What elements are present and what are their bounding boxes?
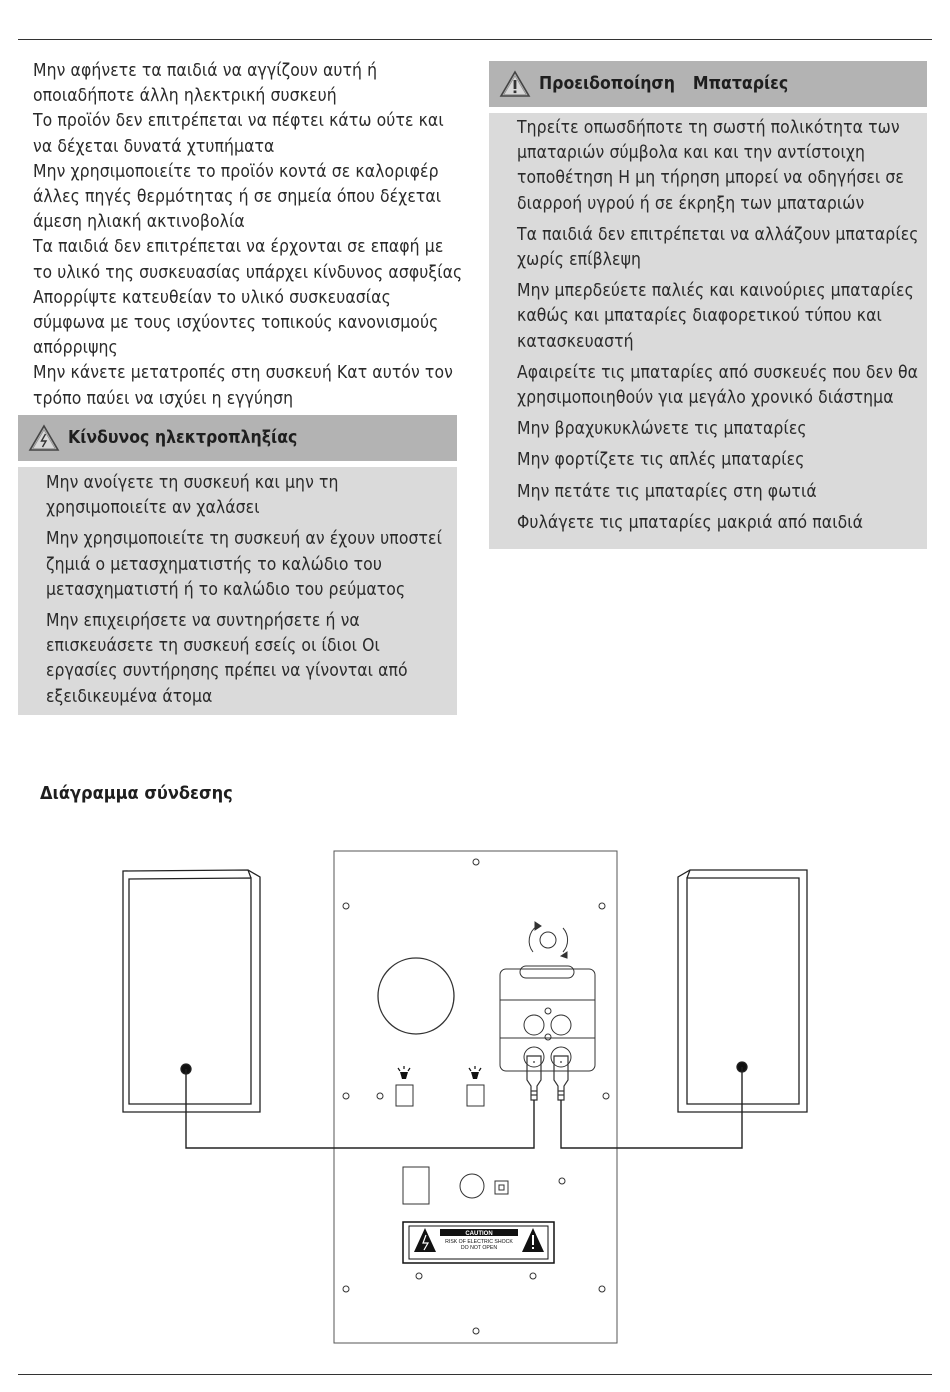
shock-item: Μην ανοίγετε τη συσκευή και μην τη χρησιμοποιείτε αν χαλάσει: [46, 473, 339, 519]
battery-warning-title: Μπαταρίες: [692, 74, 789, 94]
caution-line2: DO NOT OPEN: [460, 1245, 498, 1251]
shock-item: Μην χρησιμοποιείτε τη συσκευή αν έχουν υποστεί ζημιά ο μετασχηματιστής το καλώδιο του μετασχηματιστή ή το καλώδιο του ρεύματος: [46, 529, 442, 600]
rotary-knob: [529, 922, 567, 958]
right-cable: [561, 1067, 742, 1148]
left-speaker: [123, 870, 260, 1112]
caution-title: CAUTION: [465, 1231, 493, 1237]
safety-item: Τα παιδιά δεν επιτρέπεται να έρχονται σε επαφή με το υλικό της συσκευασίας υπάρχει κίνδυνος ασφυξίας: [33, 237, 463, 283]
switch-left: [396, 1066, 413, 1106]
safety-item: Μην αφήνετε τα παιδιά να αγγίζουν αυτή ή οποιαδήποτε άλλη ηλεκτρική συσκευή: [33, 61, 378, 107]
double-insulation-symbol: [495, 1181, 508, 1194]
bottom-rule: [18, 1374, 932, 1375]
battery-item: Τηρείτε οπωσδήποτε τη σωστή πολικότητα των μπαταριών σύμβολα και και την αντίστοιχη τοποθέτηση Η μη τήρηση μπορεί να οδηγήσει σε διαρροή υγρού ή σε έκρηξη των μπαταριών: [517, 118, 904, 214]
battery-item: Μην πετάτε τις μπαταρίες στη φωτιά: [517, 481, 817, 502]
battery-item: Τα παιδιά δεν επιτρέπεται να αλλάζουν μπαταρίες χωρίς επίβλεψη: [517, 224, 919, 271]
power-socket: [460, 1174, 484, 1198]
left-plug: [527, 1056, 541, 1100]
electric-shock-title: Κίνδυνος ηλεκτροπληξίας: [68, 428, 298, 448]
caution-line1: RISK OF ELECTRIC SHOCK: [445, 1239, 513, 1245]
left-cable: [186, 1069, 534, 1148]
safety-item: Μην χρησιμοποιείτε το προϊόν κοντά σε καλοριφέρ άλλες πηγές θερμότητας ή σε σημεία όπου δέχεται άμεση ηλιακή ακτινοβολία: [33, 161, 442, 233]
speaker-cables: [186, 1067, 742, 1148]
power-switch: [403, 1167, 429, 1204]
battery-item: Μην βραχυκυκλώνετε τις μπαταρίες: [517, 419, 807, 440]
battery-item: Αφαιρείτε τις μπαταρίες από συσκευές που δεν θα χρησιμοποιηθούν για μεγάλο χρονικό διάστημα: [517, 362, 919, 409]
battery-item: Μην φορτίζετε τις απλές μπαταρίες: [517, 450, 805, 471]
main-unit-back-panel: [334, 851, 617, 1343]
switch-right: [467, 1066, 484, 1106]
battery-warning-label: Προειδοποίηση: [539, 74, 675, 94]
battery-item: Μην μπερδεύετε παλιές και καινούριες μπαταρίες καθώς και μπαταρίες διαφορετικού τύπου και κατασκευαστή: [517, 281, 914, 352]
speaker-connector-block: [500, 966, 595, 1071]
right-plug: [554, 1056, 568, 1100]
shock-item: Μην επιχειρήσετε να συντηρήσετε ή να επισκευάσετε τη συσκευή εσείς οι ίδιοι Οι εργασίες συντήρησης πρέπει να γίνονται από εξειδικευμένα άτομα: [46, 611, 408, 707]
safety-item: Μην κάνετε μετατροπές στη συσκευή Κατ αυτόν τον τρόπο παύει να ισχύει η εγγύηση: [33, 363, 453, 409]
safety-item: Απορρίψτε κατευθείαν το υλικό συσκευασίας σύμφωνα με τους ισχύοντες τοπικούς κανονισμούς απόρριψης: [33, 287, 439, 359]
safety-item: Το προϊόν δεν επιτρέπεται να πέφτει κάτω ούτε και να δέχεται δυνατά χτυπήματα: [33, 111, 444, 157]
diagram-title: Διάγραμμα σύνδεσης: [40, 783, 233, 804]
battery-item: Φυλάγετε τις μπαταρίες μακριά από παιδιά: [517, 512, 864, 533]
caution-label: [403, 1222, 554, 1263]
